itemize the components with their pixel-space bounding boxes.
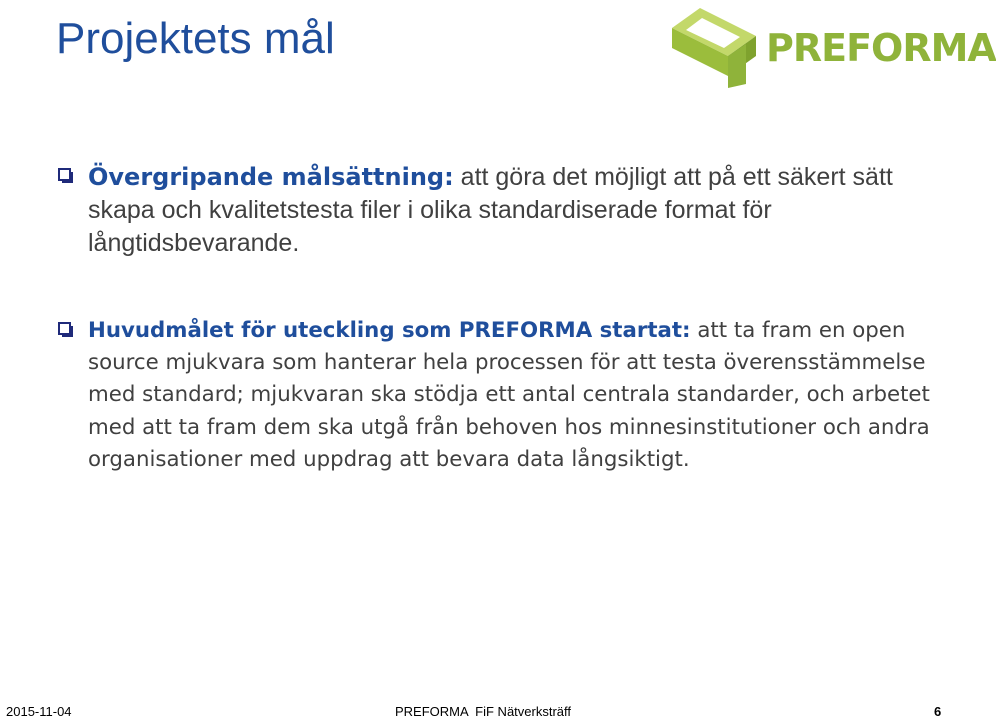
footer-date: 2015-11-04 (6, 704, 72, 719)
checkbox-bullet-icon (58, 168, 71, 181)
bullet-text (88, 161, 938, 260)
preforma-logo (666, 6, 996, 90)
bullet-item (58, 161, 938, 260)
slide-title: Projektets mål (56, 14, 335, 63)
checkbox-bullet-icon (58, 322, 71, 335)
footer-title: PREFORMA FiF Nätverksträff (395, 704, 572, 719)
bullet-text (88, 315, 958, 476)
page-number: 6 (934, 704, 942, 719)
logo-wordmark: PREFORMA (766, 26, 996, 70)
bullet-body: att ta fram en open source mjukvara som hanterar hela processen för att testa överensstämmelse med standard; mjukvaran ska stödja ett antal centrala standarder, och arbetet med att ta fram dem ska utgå från behoven hos minnesinstitutioner och andra organisationer med uppdrag att bevara data långsiktigt. (88, 318, 930, 472)
bullet-body: att göra det möjligt att på ett säkert sätt skapa och kvalitetstesta filer i olika standardiserade format för långtidsbevarande. (88, 163, 893, 257)
bullet-item (58, 315, 958, 476)
bullet-label: Övergripande målsättning: (88, 163, 454, 191)
bullet-label: Huvudmålet för uteckling som PREFORMA startat: (88, 318, 691, 343)
preforma-logo-icon (666, 6, 762, 90)
